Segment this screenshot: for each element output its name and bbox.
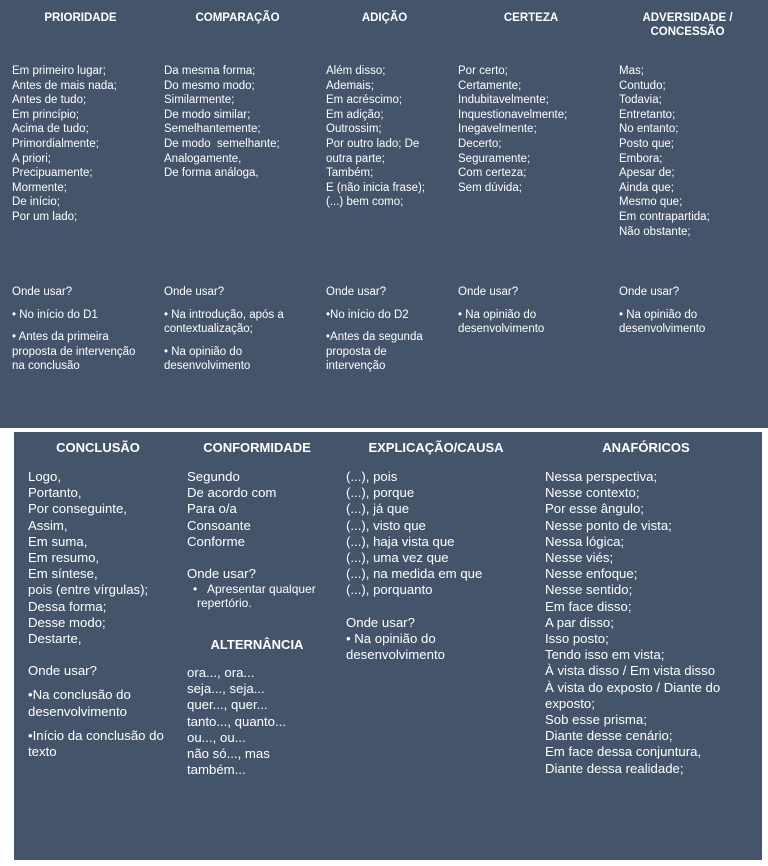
usage-title: Onde usar? xyxy=(619,286,680,298)
list-item: Semelhantemente; xyxy=(164,123,261,136)
usage-item: • Na opinião do desenvolvimento xyxy=(164,345,251,373)
list-item: (...), uma vez que xyxy=(346,550,449,566)
list-item: A priori; xyxy=(12,152,51,165)
usage-title: Onde usar? xyxy=(12,286,73,298)
spacer xyxy=(12,322,149,330)
list-item: (...), já que xyxy=(346,501,410,517)
list-item: Nesse enfoque; xyxy=(545,566,638,582)
list-item: Sem dúvida; xyxy=(458,181,522,194)
header-anaforicos-label: ANAFÓRICOS xyxy=(602,440,690,455)
list-item: Segundo xyxy=(187,469,240,484)
list-explicacao xyxy=(346,469,526,663)
list-item: Em adição; xyxy=(326,108,384,121)
list-item: (...), porque xyxy=(346,485,415,501)
usage-col-0 xyxy=(6,282,155,422)
list-item: (...), na medida em que xyxy=(346,566,483,582)
list-item: Antes de mais nada; xyxy=(12,79,117,92)
list-item: não só..., mas também... xyxy=(187,746,274,778)
body-explicacao xyxy=(338,466,534,844)
usage-item: •Antes da segunda proposta de intervenção xyxy=(326,331,423,373)
header-col-4 xyxy=(613,7,762,58)
list-item: Acima de tudo; xyxy=(12,123,89,136)
spacer xyxy=(164,300,311,308)
list-item: Apesar de; xyxy=(619,167,675,180)
list-item: Em face dessa conjuntura, xyxy=(545,744,702,760)
list-item: Além disso; xyxy=(326,65,386,77)
header-col-0-label: PRIORIDADE xyxy=(44,12,117,24)
list-item: (...) bem como; xyxy=(326,196,404,209)
list-item: Conforme xyxy=(187,533,245,549)
list-item: Seguramente; xyxy=(458,152,531,165)
list-item: Desse modo; xyxy=(28,614,106,630)
list-item: Por outro lado; De outra parte; xyxy=(326,137,423,165)
usage-col-2 xyxy=(320,282,449,422)
header-conclusao-label: CONCLUSÃO xyxy=(56,440,140,455)
list-item: Logo, xyxy=(28,469,62,484)
list-item: Antes de tudo; xyxy=(12,94,87,107)
list-item: Mormente; xyxy=(12,181,67,194)
spacer xyxy=(346,599,526,615)
list-item: De forma análoga, xyxy=(164,167,259,180)
spacer xyxy=(619,300,756,308)
body-col-0 xyxy=(6,61,155,279)
list-item: Por esse ângulo; xyxy=(545,501,644,517)
list-item: E (não inicia frase); xyxy=(326,181,426,194)
header-anaforicos xyxy=(537,438,755,463)
list-item: Sob esse prisma; xyxy=(545,712,647,728)
list-item: (...), pois xyxy=(346,469,398,484)
list-conclusao xyxy=(28,469,168,760)
spacer xyxy=(326,322,443,330)
list-item: Inegavelmente; xyxy=(458,123,537,136)
list-conformidade xyxy=(187,469,327,610)
list-item: Mesmo que; xyxy=(619,196,683,209)
header-conclusao xyxy=(20,438,176,463)
usage-title: Onde usar? xyxy=(28,663,97,679)
list-item: Contudo; xyxy=(619,79,666,92)
usage-item: • Na opinião do desenvolvimento xyxy=(346,630,445,663)
body-col-2 xyxy=(320,61,449,279)
usage-item: • Apresentar qualquer repertório. xyxy=(187,582,327,610)
header-col-4-label: ADVERSIDADE / CONCESSÃO xyxy=(642,12,733,38)
list-item: Outrossim; xyxy=(326,123,382,136)
list-item: (...), porquanto xyxy=(346,582,433,598)
usage-item: •Início da conclusão do texto xyxy=(28,727,164,760)
list-item: À vista do exposto / Diante do exposto; xyxy=(545,679,724,711)
list-item: Não obstante; xyxy=(619,225,691,238)
usage-item: • No início do D1 xyxy=(12,308,98,321)
list-item: quer..., quer... xyxy=(187,697,268,713)
header-col-3-label: CERTEZA xyxy=(503,12,559,24)
usage-col-1 xyxy=(158,282,317,422)
body-alternancia xyxy=(179,662,335,844)
list-item: Entretanto; xyxy=(619,108,676,121)
list-item: Analogamente, xyxy=(164,152,242,165)
list-item: De modo semelhante; xyxy=(164,137,280,150)
usage-title: Onde usar? xyxy=(164,286,225,298)
list-item: Diante desse cenário; xyxy=(545,728,673,744)
list-item: Assim, xyxy=(28,517,68,533)
list-item: Da mesma forma; xyxy=(164,65,256,77)
body-conclusao xyxy=(20,466,176,844)
body-col-4 xyxy=(613,61,762,279)
body-col-3 xyxy=(452,61,610,279)
header-col-2 xyxy=(320,7,449,58)
list-item: Em primeiro lugar; xyxy=(12,65,106,77)
list-item: Embora; xyxy=(619,152,663,165)
header-col-2-label: ADIÇÃO xyxy=(361,12,408,24)
list-item: Ainda que; xyxy=(619,181,674,194)
list-item: Similarmente; xyxy=(164,94,235,107)
spacer xyxy=(12,300,149,308)
list-item: Mas; xyxy=(619,65,644,77)
list-item: A par disso; xyxy=(545,614,614,630)
usage-title: Onde usar? xyxy=(346,614,415,630)
list-item: Consoante xyxy=(187,517,251,533)
header-explicacao-label: EXPLICAÇÃO/CAUSA xyxy=(368,440,504,455)
list-item: Certamente; xyxy=(458,79,522,92)
list-item: ora..., ora... xyxy=(187,665,255,680)
usage-col-4 xyxy=(613,282,762,422)
body-col-1 xyxy=(158,61,317,279)
spacer xyxy=(28,720,168,728)
list-item: No entanto; xyxy=(619,123,679,136)
list-item: (...), haja vista que xyxy=(346,533,455,549)
list-item: (...), visto que xyxy=(346,517,426,533)
list-item: Ademais; xyxy=(326,79,374,92)
list-alternancia xyxy=(187,665,327,778)
usage-title: Onde usar? xyxy=(326,286,387,298)
list-item: ou..., ou... xyxy=(187,729,246,745)
list-anaforicos xyxy=(545,469,747,777)
spacer xyxy=(28,647,168,663)
spacer xyxy=(164,337,311,345)
list-item: Nesse viés; xyxy=(545,550,614,566)
header-alternancia-label: ALTERNÂNCIA xyxy=(210,637,304,652)
list-item: Precipuamente; xyxy=(12,167,93,180)
header-conformidade-label: CONFORMIDADE xyxy=(203,440,311,455)
list-item: Portanto, xyxy=(28,485,82,501)
list-item: pois (entre vírgulas); xyxy=(28,582,149,598)
list-item: Nessa perspectiva; xyxy=(545,469,658,484)
list-item: Isso posto; xyxy=(545,631,609,647)
header-conformidade xyxy=(179,438,335,463)
list-item: Diante dessa realidade; xyxy=(545,760,684,776)
list-item: Em contrapartida; xyxy=(619,210,710,223)
list-item: Por um lado; xyxy=(12,210,78,223)
header-explicacao xyxy=(338,438,534,463)
list-item: Em princípio; xyxy=(12,108,80,121)
list-item: seja..., seja... xyxy=(187,681,265,697)
list-item: Tendo isso em vista; xyxy=(545,647,665,663)
list-item: À vista disso / Em vista disso xyxy=(545,663,716,679)
usage-item: • Na opinião do desenvolvimento xyxy=(458,308,545,336)
list-item: Do mesmo modo; xyxy=(164,79,255,92)
usage-item: • Na opinião do desenvolvimento xyxy=(619,308,706,336)
list-item: Por certo; xyxy=(458,65,508,77)
list-item: De início; xyxy=(12,196,60,209)
list-item: Também; xyxy=(326,167,374,180)
list-item: Posto que; xyxy=(619,137,674,150)
header-col-3 xyxy=(452,7,610,58)
spacer xyxy=(458,300,604,308)
list-item: Em face disso; xyxy=(545,598,632,614)
list-item: Nesse sentido; xyxy=(545,582,633,598)
header-col-0 xyxy=(6,7,155,58)
spacer xyxy=(187,550,327,566)
list-item: De modo similar; xyxy=(164,108,251,121)
list-item: Por conseguinte, xyxy=(28,501,127,517)
list-item: Inquestionavelmente; xyxy=(458,108,568,121)
list-item: Nessa lógica; xyxy=(545,533,625,549)
list-item: tanto..., quanto... xyxy=(187,713,286,729)
spacer xyxy=(28,679,168,687)
list-item: Nesse contexto; xyxy=(545,485,640,501)
list-item: Em suma, xyxy=(28,533,88,549)
list-item: Para o/a xyxy=(187,501,237,517)
body-anaforicos xyxy=(537,466,755,844)
list-item: Indubitavelmente; xyxy=(458,94,549,107)
header-col-1 xyxy=(158,7,317,58)
usage-title: Onde usar? xyxy=(187,566,256,582)
spacer xyxy=(326,300,443,308)
list-item: Em acréscimo; xyxy=(326,94,403,107)
list-item: Nesse ponto de vista; xyxy=(545,517,672,533)
usage-item: • Na introdução, após a contextualização; xyxy=(164,308,284,336)
list-item: Todavia; xyxy=(619,94,662,107)
usage-col-3 xyxy=(452,282,610,422)
list-item: Destarte, xyxy=(28,631,82,647)
body-conformidade xyxy=(179,466,335,632)
list-item: Dessa forma; xyxy=(28,598,107,614)
list-item: Em resumo, xyxy=(28,550,100,566)
list-item: Com certeza; xyxy=(458,167,527,180)
usage-item: •Na conclusão do desenvolvimento xyxy=(28,687,131,719)
list-item: Primordialmente; xyxy=(12,137,99,150)
list-item: Em síntese, xyxy=(28,566,98,582)
usage-title: Onde usar? xyxy=(458,286,519,298)
header-col-1-label: COMPARAÇÃO xyxy=(195,12,280,24)
list-item: Decerto; xyxy=(458,137,502,150)
usage-item: • Antes da primeira proposta de intervenção na conclusão xyxy=(12,331,136,373)
list-item: De acordo com xyxy=(187,485,277,501)
header-alternancia xyxy=(179,635,335,659)
usage-item: •No início do D2 xyxy=(326,308,409,321)
